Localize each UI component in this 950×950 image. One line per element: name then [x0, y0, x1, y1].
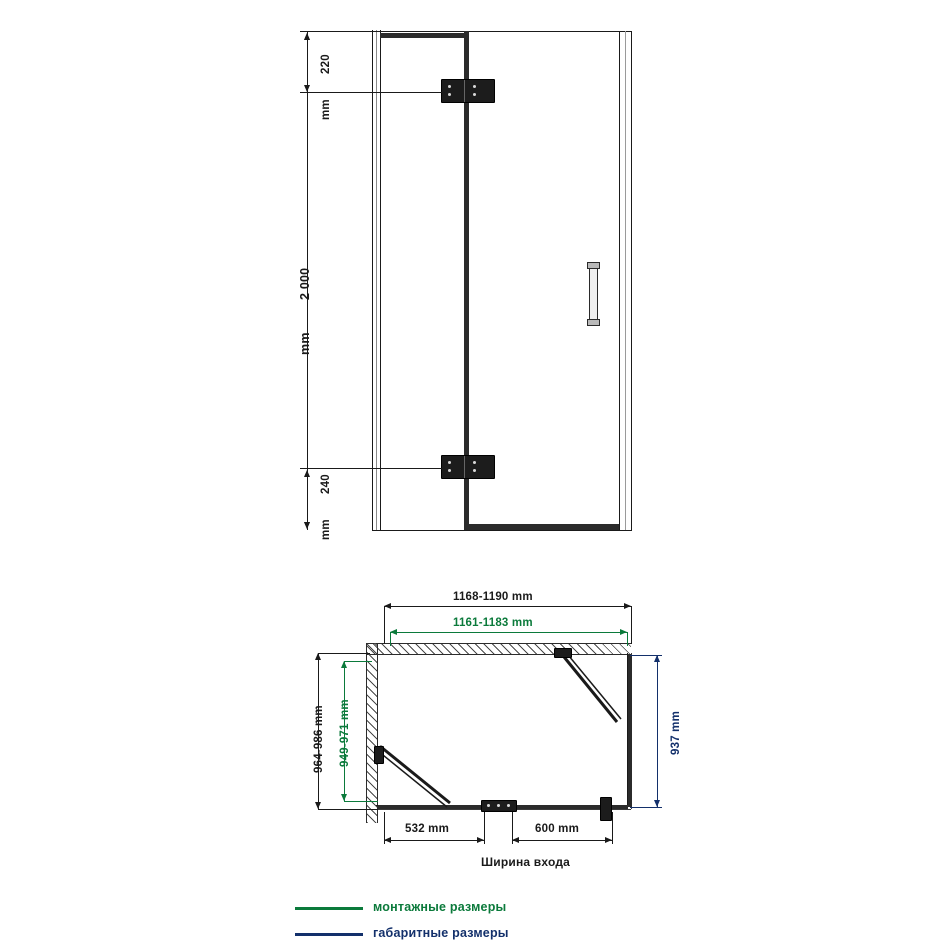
- door-handle-mount-top: [587, 262, 600, 269]
- front-wall-line-inner: [380, 30, 381, 530]
- dim-220-ref-top: [300, 31, 380, 32]
- dim-depth-mount-label: 949-971 mm: [339, 699, 351, 767]
- dim-side-depth-label: 937 mm: [670, 710, 682, 755]
- front-top-edge: [380, 31, 632, 32]
- dim-depth-mount-arrow-down: [341, 794, 347, 801]
- front-top-rail: [380, 33, 465, 38]
- dim-220-ref-bottom: [300, 92, 445, 93]
- dim-532-ext-left: [384, 812, 385, 844]
- dim-532-arrow-left: [384, 837, 391, 843]
- dim-2000-unit: mm: [298, 332, 312, 355]
- front-wall-line-outer: [372, 30, 373, 530]
- plan-door-leaf-upper-svg: [545, 650, 635, 740]
- dim-width-inner-arrow-right: [620, 629, 627, 635]
- plan-view: [0, 560, 950, 890]
- dim-220-unit: mm: [320, 99, 332, 120]
- plan-hinge-lower: [374, 746, 384, 764]
- dim-2000-arrow-up: [304, 33, 310, 40]
- dim-240-label: 240: [320, 474, 332, 494]
- dim-600-label: 600 mm: [535, 823, 580, 835]
- dim-240-arrow-down: [304, 522, 310, 529]
- dim-side-depth-line: [657, 655, 658, 807]
- dim-width-outer-ext-right: [631, 606, 632, 644]
- dim-width-outer-ext-left: [384, 606, 385, 644]
- plan-door-leaf-lower: [378, 745, 468, 815]
- plan-corner-connector: [600, 797, 612, 821]
- dim-600-arrow-right: [605, 837, 612, 843]
- dim-width-inner-label: 1161-1183 mm: [453, 617, 533, 629]
- dim-600-line: [512, 840, 612, 841]
- dim-240-ref-top: [300, 468, 445, 469]
- dim-side-depth-arrow-down: [654, 800, 660, 807]
- dim-width-outer-arrow-right: [624, 603, 631, 609]
- dim-width-outer-arrow-left: [384, 603, 391, 609]
- dim-240-arrow-up: [304, 470, 310, 477]
- legend-label-mounting: монтажные размеры: [373, 900, 507, 914]
- dim-600-arrow-left: [512, 837, 519, 843]
- dim-532-label: 532 mm: [405, 823, 450, 835]
- dim-width-inner-ext-right: [627, 632, 628, 646]
- legend-label-overall: габаритные размеры: [373, 926, 509, 940]
- plan-door-leaf-upper: [545, 650, 635, 740]
- dim-220-label: 220: [320, 54, 332, 74]
- hinge-lower: [441, 455, 495, 479]
- entrance-width-caption: Ширина входа: [481, 855, 571, 869]
- dim-side-depth-arrow-up: [654, 655, 660, 662]
- dim-240-unit: mm: [320, 519, 332, 540]
- dim-width-outer-line: [384, 606, 631, 607]
- dim-depth-mount-ext-top: [344, 661, 372, 662]
- dim-532-arrow-right: [477, 837, 484, 843]
- front-right-panel-edge-mid: [625, 31, 626, 530]
- dim-depth-outer-label: 964-986 mm: [313, 705, 325, 773]
- front-wall-line-mid: [376, 30, 377, 530]
- dim-depth-outer-arrow-down: [315, 802, 321, 809]
- hinge-upper: [441, 79, 495, 103]
- dim-600-ext-right: [612, 812, 613, 844]
- legend-swatch-overall: [295, 933, 363, 936]
- dim-depth-outer-ext-top: [318, 653, 370, 654]
- front-right-panel-edge-left: [619, 31, 620, 530]
- dim-depth-outer-ext-bottom: [318, 809, 378, 810]
- plan-magnet-strip: [481, 800, 517, 812]
- front-bottom-edge: [372, 530, 632, 531]
- dim-depth-mount-arrow-up: [341, 661, 347, 668]
- dim-532-line: [384, 840, 484, 841]
- plan-door-leaf-lower-svg: [378, 745, 468, 815]
- legend: [295, 898, 695, 948]
- dim-width-inner-line: [390, 632, 627, 633]
- plan-left-wall: [366, 643, 378, 823]
- legend-swatch-mounting: [295, 907, 363, 910]
- dim-width-inner-arrow-left: [390, 629, 397, 635]
- plan-hinge-upper: [554, 648, 572, 658]
- dim-532-ext-right: [484, 812, 485, 844]
- dim-depth-mount-ext-bottom: [344, 801, 378, 802]
- front-right-panel-edge-right: [631, 31, 632, 530]
- door-handle-mount-bottom: [587, 319, 600, 326]
- dim-width-outer-label: 1168-1190 mm: [453, 591, 533, 603]
- dim-width-inner-ext-left: [390, 632, 391, 646]
- dim-side-depth-ext-top: [630, 655, 662, 656]
- dim-depth-outer-arrow-up: [315, 653, 321, 660]
- dim-side-depth-ext-bottom: [630, 807, 662, 808]
- dim-2000-label: 2 000: [298, 267, 312, 300]
- dim-600-ext-left: [512, 812, 513, 844]
- door-handle: [589, 262, 598, 326]
